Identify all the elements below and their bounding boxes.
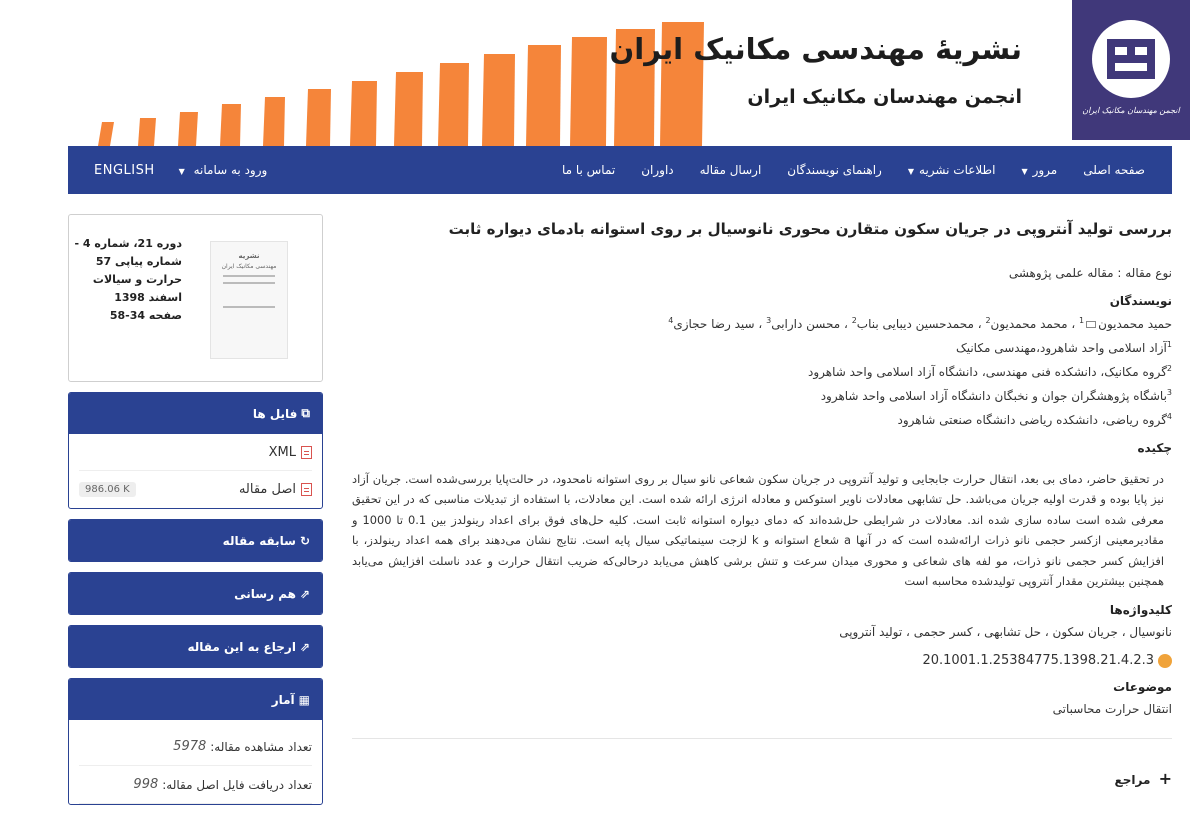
files-panel: [68, 392, 323, 509]
keywords-heading: کلیدواژه‌ها: [1109, 603, 1172, 618]
issue-cover-card: [68, 214, 323, 382]
english-link[interactable]: ENGLISH: [94, 162, 155, 178]
references-toggle[interactable]: [352, 769, 1172, 788]
share-panel-header[interactable]: [69, 573, 322, 614]
abstract-text: در تحقیق حاضر، دمای بی بعد، انتقال حرارت جابجایی و تولید آنتروپی در جریان سکون شعاعی نانو سیال بر روی استوانه نامحدود، در حالت‌پایا بررسی‌شده است. جریان آزاد نیز پایا بوده و قدرت اولیه جریان می‌باشد. حل تشابهی معادلات ناویر استوکس و معادله انرژی ارائه شده است. این معادلات، با استفاده از تبدیلات مناسبی که در این تحقیق معرفی شده است ساده سازی شده اند. معادلات در شرایطی حل‌شده‌اند که دمای دیواره استوانه ثابت است. کلیه حل‌های فوق برای اعداد رینولدز بین 0.1 تا 1000 و مقادیرمعینی ازکسر حجمی نانو ذرات ارائه‌شده است که در آنها a شعاع استوانه و k لزجت سینماتیکی سیال پایه است. نتایج نشان می‌دهند برای همه اعداد رینولدز، با افزایش کسر حجمی نانو ذرات، مو لفه های شعاعی و محوری میدان سرعت و تنش برشی کاهش می‌یابد درحالی‌که ضریب انتقال حرارت و عدد ناسلت افزایش می‌یابد همچنین بیشترین مقدار آنتروپی تولیدشده محاسبه است: [352, 472, 1165, 589]
nav-item[interactable]: [1070, 163, 1158, 177]
subject-link[interactable]: انتقال حرارت محاسباتی: [1052, 702, 1172, 717]
journal-title[interactable]: نشریهٔ مهندسی مکانیک ایران: [609, 32, 1022, 66]
issue-meta-line: صفحه 34-58: [109, 309, 182, 322]
nav-item-label: راهنمای نویسندگان: [787, 163, 882, 177]
cover-image-subtitle: مهندسی مکانیک ایران: [221, 263, 277, 270]
authors-heading: نویسندگان: [1109, 294, 1172, 308]
issue-cover-image[interactable]: [210, 241, 288, 359]
mail-icon[interactable]: [1086, 321, 1096, 328]
affiliation-item: [352, 388, 1172, 403]
login-menu[interactable]: [167, 163, 280, 177]
journal-logo[interactable]: [1072, 0, 1190, 140]
history-panel-title: سابقه مقاله: [222, 533, 296, 548]
author-link[interactable]: [766, 317, 840, 331]
author-link[interactable]: [1079, 317, 1172, 331]
bar-chart-icon: ▦: [298, 692, 310, 707]
affiliation-text: آزاد اسلامی واحد شاهرود،مهندسی مکانیک: [955, 341, 1167, 355]
affiliation-number: 3: [1166, 388, 1172, 397]
author-affiliation-number: 1: [1079, 316, 1085, 325]
file-label: اصل مقاله: [238, 482, 296, 497]
authors-list: حمید محمدیون$^1$ ، محمد محمدیون$^2$ ، محمدحسین دیبایی بناب$^2$ ، محسن دارابی$^3$ ، سید رضا حجازی$^4$: [668, 316, 1172, 331]
affiliation-number: 2: [1166, 364, 1172, 373]
nav-item-label: صفحه اصلی: [1083, 163, 1145, 177]
stat-downloads-row: [79, 766, 312, 804]
history-icon: ↻: [299, 533, 310, 548]
files-icon: ⧉: [301, 406, 310, 420]
nav-utility: [68, 163, 279, 178]
nav-item[interactable]: [1008, 163, 1070, 177]
nav-item-label: اطلاعات نشریه: [919, 163, 996, 177]
author-name: سید رضا حجازی: [673, 317, 755, 331]
logo-emblem-icon: [1092, 20, 1170, 98]
author-affiliation-number: 3: [766, 316, 772, 325]
stats-list: [69, 720, 322, 804]
cite-panel-title: ارجاع به این مقاله: [187, 639, 296, 654]
subjects-heading: موضوعات: [1113, 680, 1172, 695]
plus-icon: +: [1158, 769, 1172, 789]
section-divider: [352, 738, 1172, 739]
journal-banner: [68, 0, 1200, 146]
nav-menu: [549, 163, 1172, 177]
logo-caption: انجمن مهندسان مکانیک ایران: [1082, 106, 1180, 115]
file-pdf-link[interactable]: [79, 471, 312, 508]
cite-panel-header[interactable]: [69, 626, 322, 667]
history-panel: [68, 519, 323, 562]
affiliation-item: [352, 364, 1172, 379]
cover-image-title: نشریه: [238, 252, 260, 260]
share-panel-title: هم رسانی: [234, 586, 296, 601]
author-link[interactable]: [985, 317, 1067, 331]
file-xml-link[interactable]: [79, 434, 312, 471]
stats-panel-title: آمار: [271, 692, 295, 707]
article-type: نوع مقاله : مقاله علمی پژوهشی: [1008, 266, 1172, 280]
main-navbar: [68, 146, 1172, 194]
author-link[interactable]: [668, 317, 754, 331]
references-label: مراجع: [1114, 773, 1151, 788]
files-panel-header[interactable]: [69, 393, 322, 434]
chevron-down-icon: ▼: [178, 167, 185, 176]
article-title: بررسی تولید آنتروپی در جریان سکون متقارن محوری نانوسیال بر روی استوانه بادمای دیواره ثابت: [448, 220, 1172, 238]
keywords-list[interactable]: نانوسیال ، جریان سکون ، حل تشابهی ، کسر حجمی ، تولید آنتروپی: [839, 625, 1172, 640]
nav-item-label: داوران: [641, 163, 674, 177]
files-panel-title: فایل ها: [252, 406, 298, 421]
stats-panel-header[interactable]: [69, 679, 322, 720]
article-main: [352, 214, 1172, 788]
share-panel: [68, 572, 323, 615]
history-panel-header[interactable]: [69, 520, 322, 561]
nav-item-label: تماس با ما: [561, 163, 616, 177]
stat-value: 5978: [173, 739, 207, 754]
nav-item[interactable]: [628, 163, 686, 177]
author-name: محسن دارابی: [771, 317, 841, 331]
author-affiliation-number: 2: [851, 316, 857, 325]
author-name: محمد محمدیون: [990, 317, 1068, 331]
nav-item-label: ارسال مقاله: [699, 163, 762, 177]
cite-panel: [68, 625, 323, 668]
files-list: [69, 434, 322, 508]
pdf-file-icon: [301, 483, 312, 496]
cover-image-line: [223, 282, 275, 284]
decorative-orange-bars: [98, 0, 738, 146]
sidebar: [68, 214, 323, 805]
stat-value: 998: [133, 777, 159, 792]
chevron-down-icon: ▼: [907, 167, 915, 176]
affiliation-text: باشگاه پژوهشگران جوان و نخبگان دانشگاه آزاد اسلامی واحد شاهرود: [820, 389, 1167, 403]
cover-image-line: [223, 306, 275, 308]
nav-item-label: مرور: [1032, 163, 1058, 177]
author-name: محمدحسین دیبایی بناب: [856, 317, 974, 331]
affiliations-list: [352, 340, 1172, 427]
doi-value: 20.1001.1.25384775.1398.21.4.2.3: [922, 653, 1154, 669]
issue-meta-line: اسفند 1398: [114, 291, 182, 304]
login-label: ورود به سامانه: [193, 163, 268, 177]
author-affiliation-number: 2: [985, 316, 991, 325]
abstract-heading: چکیده: [1137, 441, 1172, 455]
affiliation-item: [352, 340, 1172, 355]
nav-item[interactable]: [687, 163, 775, 177]
author-name: حمید محمدیون: [1098, 317, 1172, 331]
author-link[interactable]: [852, 317, 974, 331]
stats-panel: [68, 678, 323, 805]
issue-meta-line: دوره 21، شماره 4 -: [74, 237, 182, 250]
file-label: XML: [268, 444, 296, 460]
affiliation-text: گروه ریاضی، دانشکده ریاضی دانشگاه صنعتی شاهرود: [897, 413, 1167, 427]
issue-meta[interactable]: [72, 235, 182, 325]
nav-item[interactable]: [774, 163, 895, 177]
affiliation-item: [352, 412, 1172, 427]
issue-meta-line: شماره پیاپی 57: [95, 255, 182, 268]
cover-image-line: [223, 275, 275, 277]
affiliation-text: گروه مکانیک، دانشکده فنی مهندسی، دانشگاه آزاد اسلامی واحد شاهرود: [808, 365, 1167, 379]
affiliation-number: 1: [1166, 340, 1172, 349]
nav-item[interactable]: [895, 163, 1009, 177]
issue-meta-line: حرارت و سیالات: [92, 273, 182, 286]
journal-subtitle: انجمن مهندسان مکانیک ایران: [747, 86, 1022, 108]
doi-row[interactable]: [352, 653, 1172, 668]
stat-label: تعداد مشاهده مقاله:: [210, 739, 312, 754]
affiliation-number: 4: [1166, 412, 1172, 421]
doi-icon: [1158, 654, 1172, 668]
external-link-icon: ⇗: [299, 639, 310, 654]
author-affiliation-number: 4: [668, 316, 674, 325]
chevron-down-icon: ▼: [1021, 167, 1028, 176]
share-icon: ⇗: [299, 586, 310, 601]
stat-label: تعداد دریافت فایل اصل مقاله:: [162, 777, 312, 792]
stat-views-row: [79, 728, 312, 766]
xml-file-icon: [301, 446, 312, 459]
file-size-badge: 986.06 K: [79, 482, 136, 497]
nav-item[interactable]: [549, 163, 628, 177]
